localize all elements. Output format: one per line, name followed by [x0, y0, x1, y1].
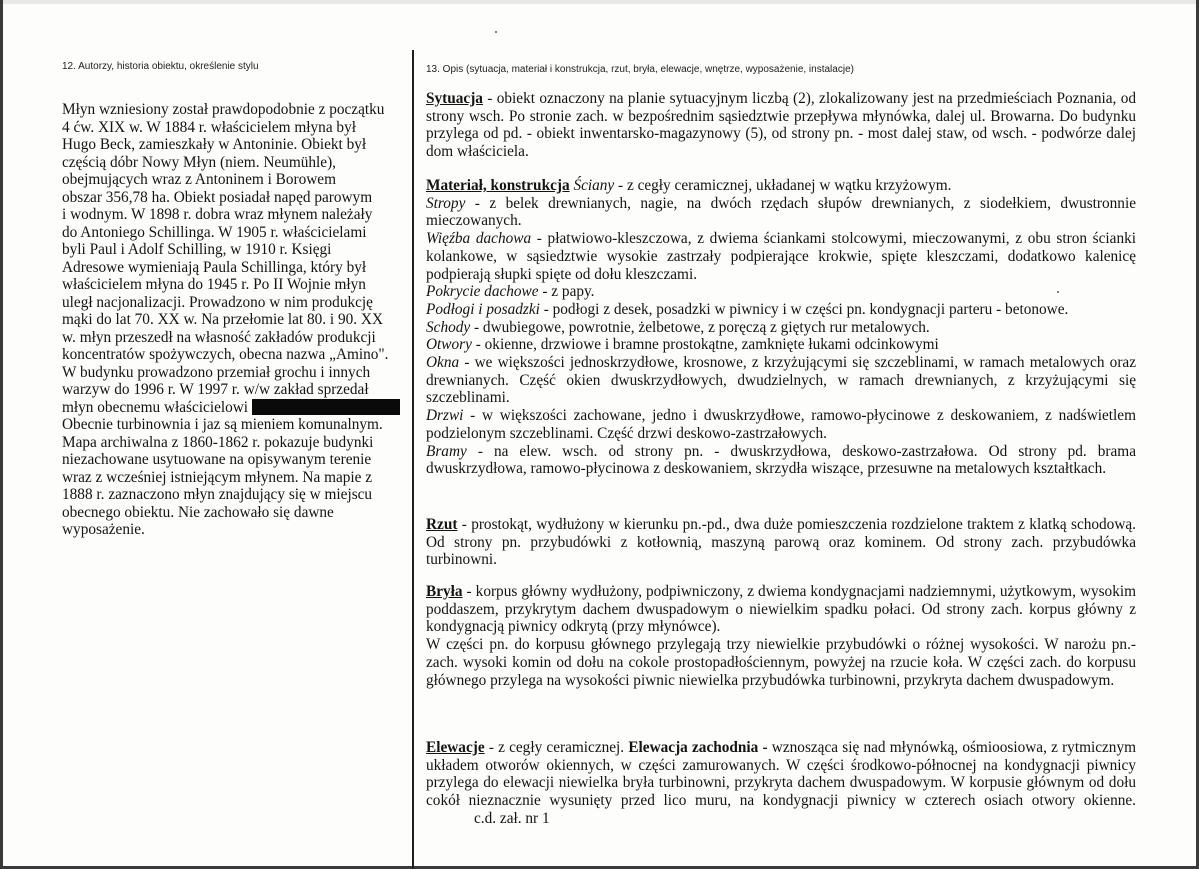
history-line: 1888 r. zaznaczono młyn znajdujący się w miejscu [62, 486, 373, 503]
history-line: Hugo Beck, zamieszkały w Antoninie. Obiekt był [62, 136, 367, 153]
elewacja-zachodnia-label: Elewacja zachodnia - [628, 739, 768, 756]
history-line: niezachowane usytuowane na opisywanym terenie [62, 451, 372, 468]
material-term: Ściany [573, 177, 615, 194]
material-term: Okna [426, 354, 460, 372]
material-term: Stropy [426, 194, 466, 212]
bryla-section [426, 583, 1136, 689]
bryla-text-2: W części pn. do korpusu głównego przylegają trzy niewielkie przybudówki o różnej wysokości. W narożu pn.-zach. wysoki komin od dołu na cokole prostopadłościennym, powyżej na rzucie koła. W części zach. do korpusu głównego przylega na wysokości piwnic niewielka przybudówka turbinowni, przykryta dachem dwuspadowym. [426, 636, 1136, 689]
rzut-section [426, 516, 1136, 569]
history-line: uległ nacjonalizacji. Prowadzono w nim produkcję [62, 293, 373, 311]
material-section [426, 177, 1136, 478]
sytuacja-label: Sytuacja [426, 90, 483, 107]
material-desc: - na elew. wsch. od strony pn. - dwuskrzydłowa, deskowo-zastrzałowa. Od strony pd. brama dwuskrzydłowa, ramowo-płycinowa z deskowaniem, skrzydła wiszące, przesuwne na metalowych kształtkach. [426, 442, 1136, 478]
history-line: Obecnie turbinownia i jaz są mieniem komunalnym. [62, 416, 383, 433]
history-line: wyposażenie. [62, 521, 145, 538]
bryla-label: Bryła [426, 583, 463, 600]
material-desc: - z belek drewnianych, nagie, na dwóch rzędach słupów drewnianych, z siodełkiem, dwustronnie mieczowanych. [426, 194, 1136, 230]
history-line: częścią dóbr Nowy Młyn (niem. Neumühle), [62, 153, 336, 171]
history-line: byli Paul i Adolf Schilling, w 1910 r. Księgi [62, 241, 332, 258]
bryla-text: - korpus główny wydłużony, podpiwniczony, z dwiema kondygnacjami nadziemnymi, użytkowym, wysokim poddaszem, przykrytym dachem dwuspadowym o niewielkim spadku połaci. Od strony zach. korpus główny z kondygnacją piwnicy odkrytą (przy młynówce). [426, 583, 1136, 636]
elewacje-section [426, 739, 1136, 828]
section-12-header: 12. Autorzy, historia obiektu, określenie stylu [62, 61, 259, 72]
material-desc: - w większości zachowane, jedno i dwuskrzydłowe, ramowo-płycinowe z deskowaniem, z nadświetlem podzielonym szczeblinami. Część drzwi deskowo-zastrzałowych. [426, 407, 1136, 442]
material-term: Pokrycie dachowe [426, 283, 539, 301]
material-desc: - z papy. [538, 283, 595, 301]
elewacje-text: - z cegły ceramicznej. [484, 739, 629, 756]
rzut-text: - prostokąt, wydłużony w kierunku pn.-pd., dwa duże pomieszczenia rozdzielone traktem z klatką schodową. Od strony pn. przybudówki z kotłownią, maszyną parową oraz kominem. Od strony zach. przybudówka turbinowni. [426, 516, 1136, 569]
redaction-bar [252, 399, 400, 415]
material-desc: - dwubiegowe, powrotnie, żelbetowe, z poręczą z giętych rur metalowych. [470, 318, 930, 336]
history-line: koncentratów spożywczych, obecna nazwa „Amino". [62, 346, 389, 363]
history-line: warzyw do 1996 r. W 1997 r. w/w zakład sprzedał [62, 381, 369, 398]
material-term: Drzwi [426, 407, 464, 425]
material-term: Bramy [426, 442, 467, 460]
material-term: Więźba dachowa [426, 230, 532, 248]
sytuacja-section [426, 90, 1136, 161]
continued-note: c.d. zał. nr 1 [474, 809, 550, 827]
elewacje-label: Elewacje [426, 739, 485, 756]
scan-speck [495, 31, 497, 33]
material-desc: - podłogi z desek, posadzki w piwnicy i w części pn. kondygnacji parteru - betonowe. [539, 300, 1069, 318]
history-line: obecnego obiektu. Nie zachowało się dawne [62, 503, 334, 521]
material-desc: - płatwiowo-kleszczowa, z dwiema ściankami stolcowymi, mieczowanymi, z obu stron ścianki kolankowe, w sąsiedztwie wysokie zastrzały podpierające krokwie, spięte kleszczami, dodatkowo kalenicę podpierają słupki spięte od dołu kleszczami. [426, 230, 1136, 283]
history-line: wraz z wcześniej istniejącym młynem. Na mapie z [62, 468, 373, 486]
material-desc: - z cegły ceramicznej, układanej w wątku krzyżowym. [614, 177, 952, 194]
history-line: właścicielem młyna do 1945 r. Po II Wojnie młyn [62, 276, 366, 293]
material-term: Podłogi i posadzki [426, 300, 540, 318]
material-desc: - okienne, drzwiowe i bramne prostokątne, zamknięte łukami odcinkowymi [471, 336, 939, 354]
section-13-header: 13. Opis (sytuacja, materiał i konstrukcja, rzut, bryła, elewacje, wnętrze, wyposażenie, instalacje) [426, 64, 854, 75]
history-line: i wodnym. W 1898 r. dobra wraz młynem należały [62, 206, 373, 223]
history-line: W budynku prowadzono przemiał grochu i innych [62, 363, 371, 381]
history-line: Mapa archiwalna z 1860-1862 r. pokazuje budynki [62, 433, 374, 451]
material-desc: - we większości jednoskrzydłowe, krosnowe, z krzyżującymi się szczeblinami, w ramach metalowych oraz drewnianych. Część okien dwuskrzydłowych, dwudzielnych, w ramach drewnianych, z krzyżującymi się szczeblinami. [426, 354, 1136, 407]
column-divider [412, 50, 414, 869]
history-line: Adresowe wymieniają Paula Schillinga, który był [62, 258, 367, 276]
sytuacja-text: - obiekt oznaczony na planie sytuacyjnym liczbą (2), zlokalizowany jest na przedmieściach Poznania, od strony wsch. Po stronie zach. w bezpośrednim sąsiedztwie przepływa młynówka, dalej ul. Browarna. Do budynku przylega od pd. - obiekt inwentarsko-magazynowy (5), od strony pn. - most dalej staw, od wsch. - podwórze dalej dom właściciela. [426, 90, 1136, 161]
rzut-label: Rzut [426, 516, 458, 533]
history-line: w. młyn przeszedł na własność zakładów produkcji [62, 328, 376, 346]
history-line: obejmujących wraz z Antoninem i Borowem [62, 171, 336, 188]
page-top-edge [0, 0, 1199, 4]
history-text [62, 101, 403, 539]
history-line: 4 ćw. XIX w. W 1884 r. właścicielem młyna był [62, 118, 356, 136]
history-line-prefix: młyn obecnemu właścicielowi [62, 398, 249, 416]
history-line: mąki do lat 70. XX w. Na przełomie lat 80. i 90. XX [62, 311, 384, 328]
material-term: Otwory [426, 336, 472, 354]
history-line: Młyn wzniesiony został prawdopodobnie z początku [62, 101, 385, 118]
redacted-line [62, 399, 403, 417]
material-label: Materiał, konstrukcja [426, 177, 570, 194]
history-line: do Antoniego Schillinga. W 1905 r. właścicielami [62, 223, 367, 241]
material-term: Schody [426, 318, 471, 336]
page-left-edge [0, 0, 3, 869]
history-line: obszar 356,78 ha. Obiekt posiadał napęd parowym [62, 188, 373, 206]
elewacje-text-2: wznosząca się nad młynówką, ośmioosiowa, z rytmicznym układem otworów okiennych, w części zamurowanych. W części środkowo-północnej na kondygnacji piwnicy przylega do elewacji niewielka bryła turbinowni, przykryta dachem dwuspadowym. W korpusie głównym od dołu cokół nieznacznie wysunięty przed lico muru, na kondygnacji piwnicy w czterech osiach otwory okienne. [426, 739, 1136, 810]
